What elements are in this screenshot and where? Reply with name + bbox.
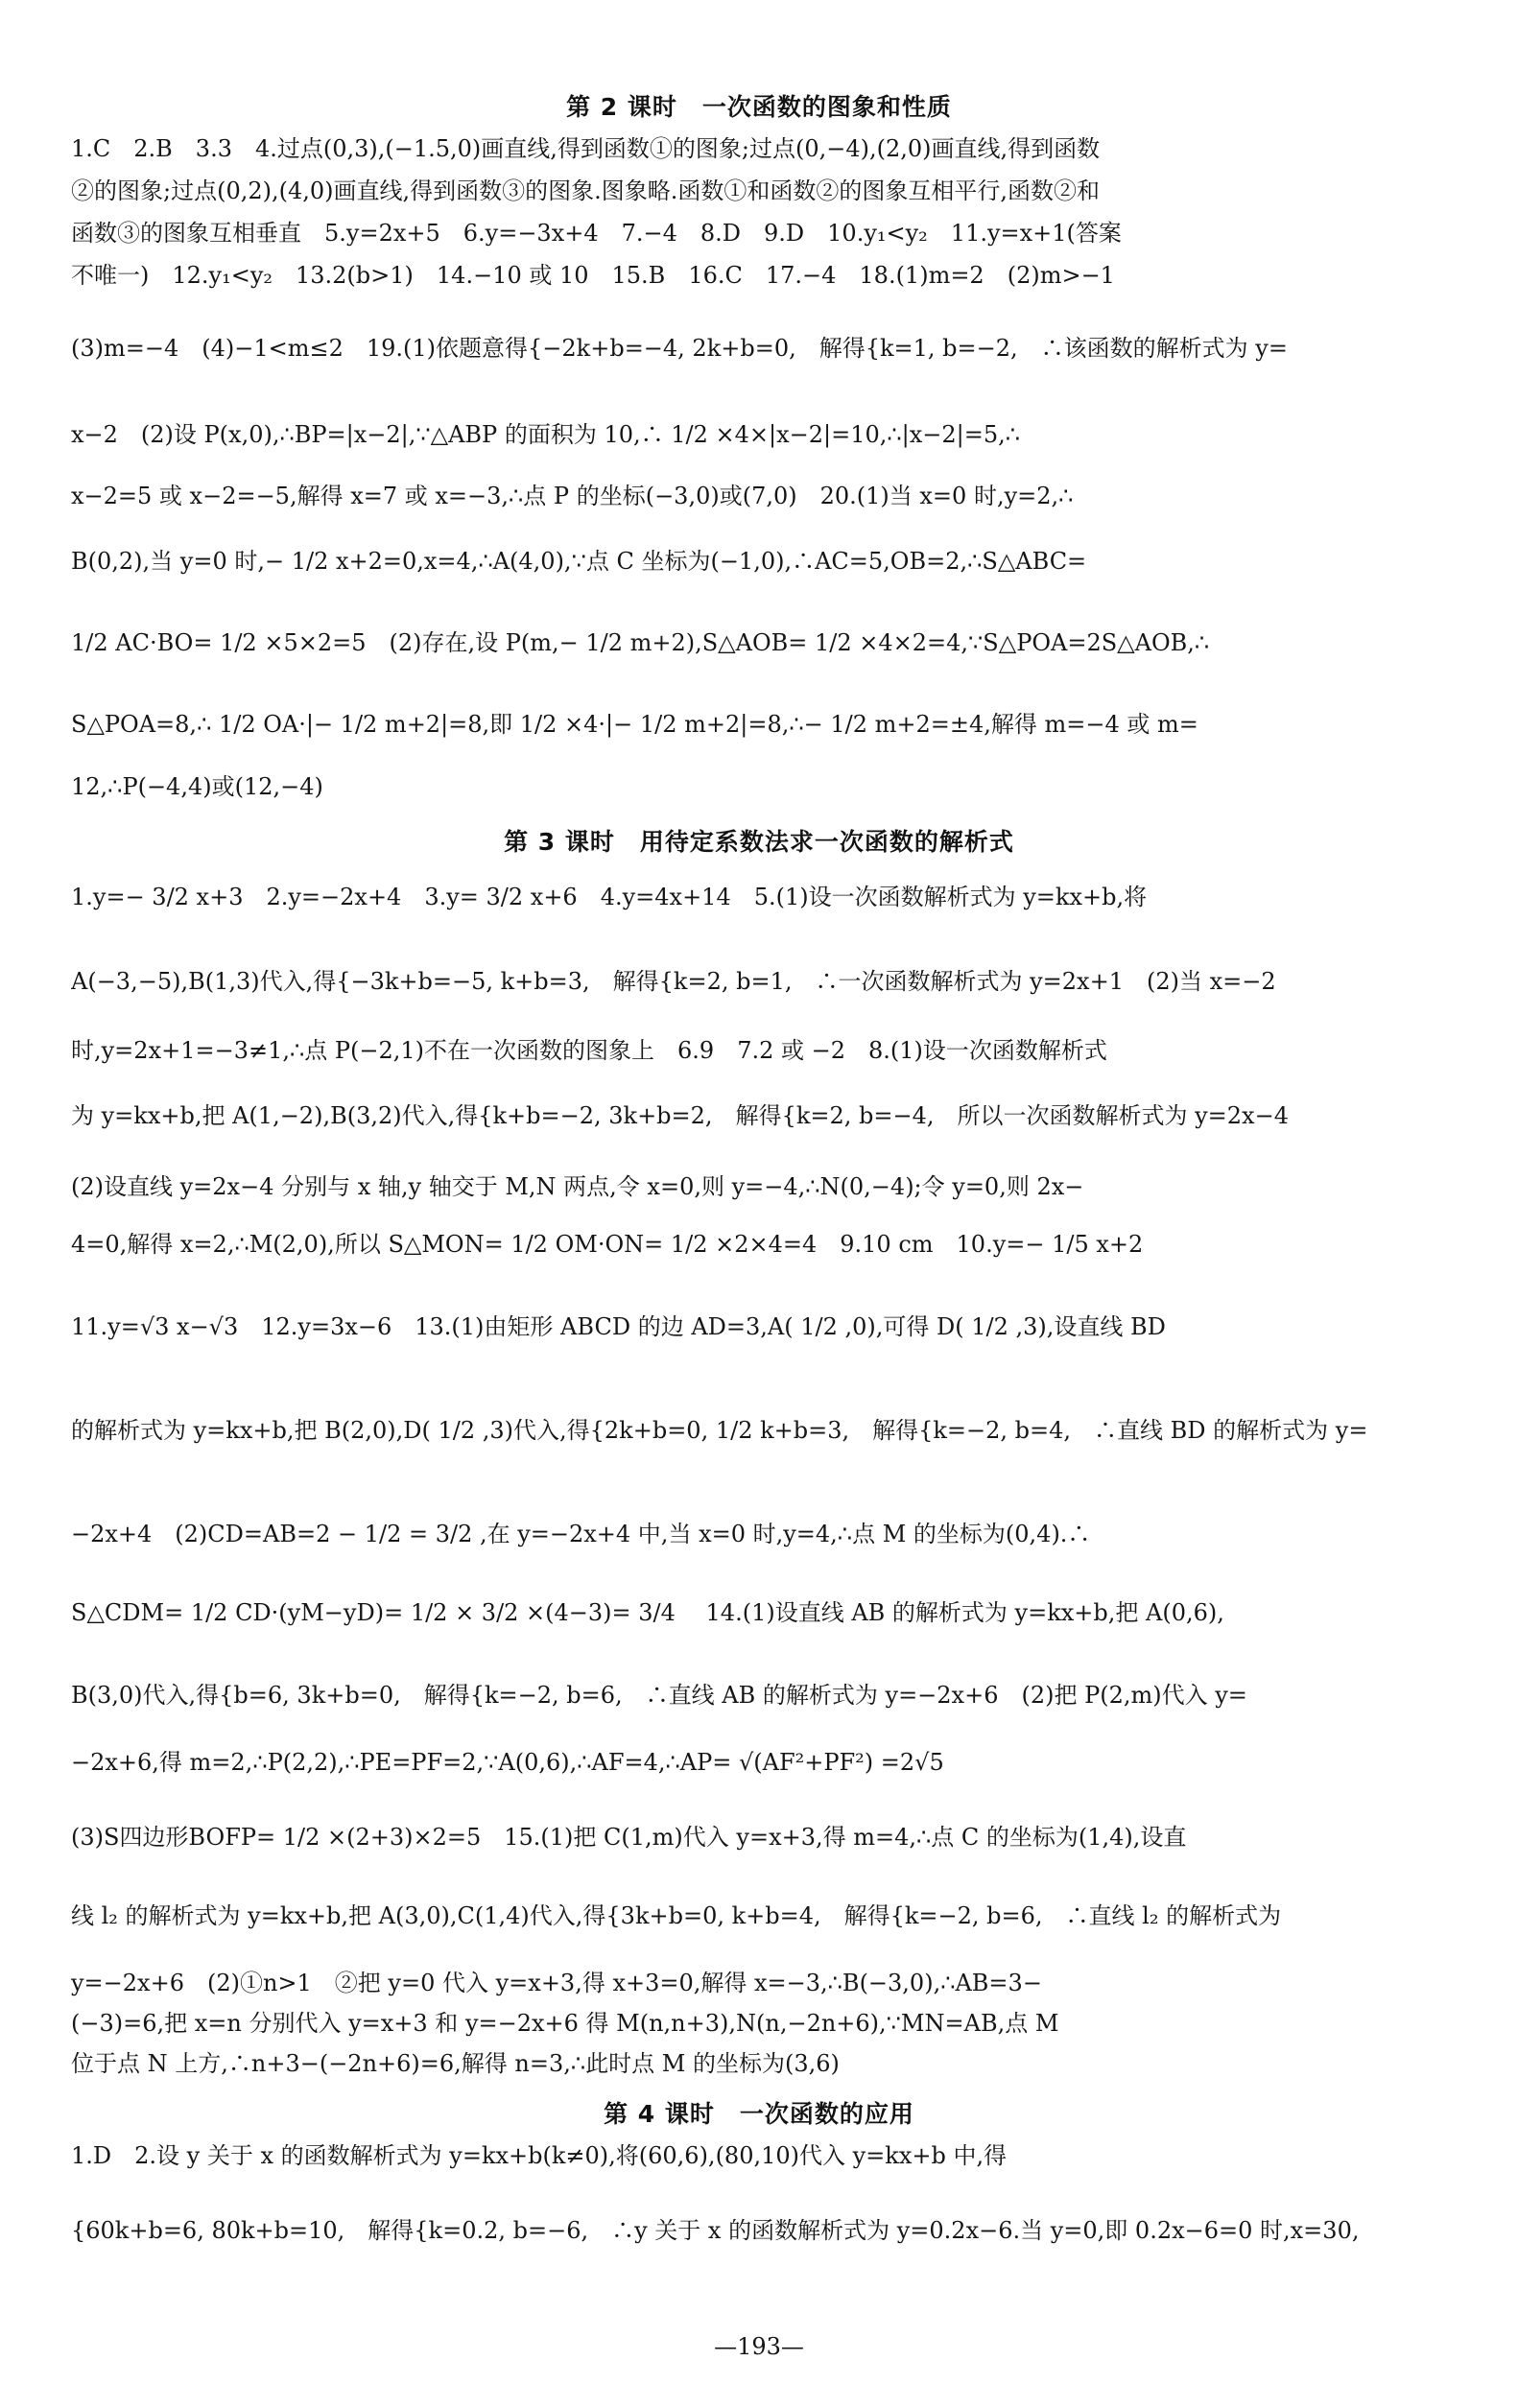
text-line: (−3)=6,把 x=n 分别代入 y=x+3 和 y=−2x+6 得 M(n,n+3),N(n,−2n+6),∵MN=AB,点 M: [71, 2010, 1059, 2037]
text-line: 的解析式为 y=kx+b,把 B(2,0),D( 1/2 ,3)代入,得{2k+b=0, 1/2 k+b=3, 解得{k=−2, b=4, ∴直线 BD 的解析式为 y=: [71, 1417, 1368, 1444]
text-line: 函数③的图象互相垂直 5.y=2x+5 6.y=−3x+4 7.−4 8.D 9.D 10.y₁<y₂ 11.y=x+1(答案: [71, 220, 1122, 247]
text-line: S△CDM= 1/2 CD·(yM−yD)= 1/2 × 3/2 ×(4−3)= 3/4 14.(1)设直线 AB 的解析式为 y=kx+b,把 A(0,6),: [71, 1599, 1224, 1626]
text-line: 1.D 2.设 y 关于 x 的函数解析式为 y=kx+b(k≠0),将(60,6),(80,10)代入 y=kx+b 中,得: [71, 2142, 1008, 2169]
text-line: 为 y=kx+b,把 A(1,−2),B(3,2)代入,得{k+b=−2, 3k+b=2, 解得{k=2, b=−4, 所以一次函数解析式为 y=2x−4: [71, 1102, 1289, 1129]
page-number: —193—: [714, 2333, 804, 2360]
text-line: B(0,2),当 y=0 时,− 1/2 x+2=0,x=4,∴A(4,0),∵点 C 坐标为(−1,0),∴AC=5,OB=2,∴S△ABC=: [71, 548, 1087, 575]
text-line: B(3,0)代入,得{b=6, 3k+b=0, 解得{k=−2, b=6, ∴直线 AB 的解析式为 y=−2x+6 (2)把 P(2,m)代入 y=: [71, 1682, 1247, 1709]
text-line: (2)设直线 y=2x−4 分别与 x 轴,y 轴交于 M,N 两点,令 x=0,则 y=−4,∴N(0,−4);令 y=0,则 2x−: [71, 1173, 1084, 1200]
section-heading-lesson-4: 第 4 课时 一次函数的应用: [604, 2100, 914, 2128]
text-line: 不唯一) 12.y₁<y₂ 13.2(b>1) 14.−10 或 10 15.B 16.C 17.−4 18.(1)m=2 (2)m>−1: [71, 262, 1115, 289]
text-line: 1/2 AC·BO= 1/2 ×5×2=5 (2)存在,设 P(m,− 1/2 m+2),S△AOB= 1/2 ×4×2=4,∵S△POA=2S△AOB,∴: [71, 629, 1210, 656]
text-line: A(−3,−5),B(1,3)代入,得{−3k+b=−5, k+b=3, 解得{k=2, b=1, ∴一次函数解析式为 y=2x+1 (2)当 x=−2: [71, 968, 1276, 995]
text-line: 4=0,解得 x=2,∴M(2,0),所以 S△MON= 1/2 OM·ON= 1/2 ×2×4=4 9.10 cm 10.y=− 1/5 x+2: [71, 1231, 1144, 1258]
text-line: x−2=5 或 x−2=−5,解得 x=7 或 x=−3,∴点 P 的坐标(−3,0)或(7,0) 20.(1)当 x=0 时,y=2,∴: [71, 483, 1074, 509]
text-line: −2x+4 (2)CD=AB=2 − 1/2 = 3/2 ,在 y=−2x+4 中,当 x=0 时,y=4,∴点 M 的坐标为(0,4).∴: [71, 1521, 1091, 1547]
text-line: ②的图象;过点(0,2),(4,0)画直线,得到函数③的图象.图象略.函数①和函数②的图象互相平行,函数②和: [71, 177, 1101, 204]
text-line: 1.C 2.B 3.3 4.过点(0,3),(−1.5,0)画直线,得到函数①的图象;过点(0,−4),(2,0)画直线,得到函数: [71, 135, 1101, 162]
text-line: 11.y=√3 x−√3 12.y=3x−6 13.(1)由矩形 ABCD 的边 AD=3,A( 1/2 ,0),可得 D( 1/2 ,3),设直线 BD: [71, 1313, 1166, 1340]
section-heading-lesson-3: 第 3 课时 用待定系数法求一次函数的解析式: [504, 828, 1014, 856]
text-line: 12,∴P(−4,4)或(12,−4): [71, 773, 323, 800]
text-line: x−2 (2)设 P(x,0),∴BP=|x−2|,∵△ABP 的面积为 10,∴ 1/2 ×4×|x−2|=10,∴|x−2|=5,∴: [71, 421, 1020, 448]
text-line: S△POA=8,∴ 1/2 OA·|− 1/2 m+2|=8,即 1/2 ×4·|− 1/2 m+2|=8,∴− 1/2 m+2=±4,解得 m=−4 或 m=: [71, 711, 1198, 738]
text-line: 线 l₂ 的解析式为 y=kx+b,把 A(3,0),C(1,4)代入,得{3k+b=0, k+b=4, 解得{k=−2, b=6, ∴直线 l₂ 的解析式为: [71, 1902, 1282, 1929]
text-line: (3)m=−4 (4)−1<m≤2 19.(1)依题意得{−2k+b=−4, 2k+b=0, 解得{k=1, b=−2, ∴该函数的解析式为 y=: [71, 335, 1288, 362]
text-line: −2x+6,得 m=2,∴P(2,2),∴PE=PF=2,∵A(0,6),∴AF=4,∴AP= √(AF²+PF²) =2√5: [71, 1749, 944, 1776]
text-line: 时,y=2x+1=−3≠1,∴点 P(−2,1)不在一次函数的图象上 6.9 7.2 或 −2 8.(1)设一次函数解析式: [71, 1037, 1107, 1064]
text-line: 位于点 N 上方,∴n+3−(−2n+6)=6,解得 n=3,∴此时点 M 的坐标为(3,6): [71, 2050, 840, 2077]
section-heading-lesson-2: 第 2 课时 一次函数的图象和性质: [566, 93, 952, 121]
text-line: 1.y=− 3/2 x+3 2.y=−2x+4 3.y= 3/2 x+6 4.y=4x+14 5.(1)设一次函数解析式为 y=kx+b,将: [71, 884, 1148, 910]
text-line: (3)S四边形BOFP= 1/2 ×(2+3)×2=5 15.(1)把 C(1,m)代入 y=x+3,得 m=4,∴点 C 的坐标为(1,4),设直: [71, 1824, 1187, 1851]
text-line: {60k+b=6, 80k+b=10, 解得{k=0.2, b=−6, ∴y 关于 x 的函数解析式为 y=0.2x−6.当 y=0,即 0.2x−6=0 时,x=30,: [71, 2217, 1360, 2244]
text-line: y=−2x+6 (2)①n>1 ②把 y=0 代入 y=x+3,得 x+3=0,解得 x=−3,∴B(−3,0),∴AB=3−: [71, 1970, 1042, 1996]
